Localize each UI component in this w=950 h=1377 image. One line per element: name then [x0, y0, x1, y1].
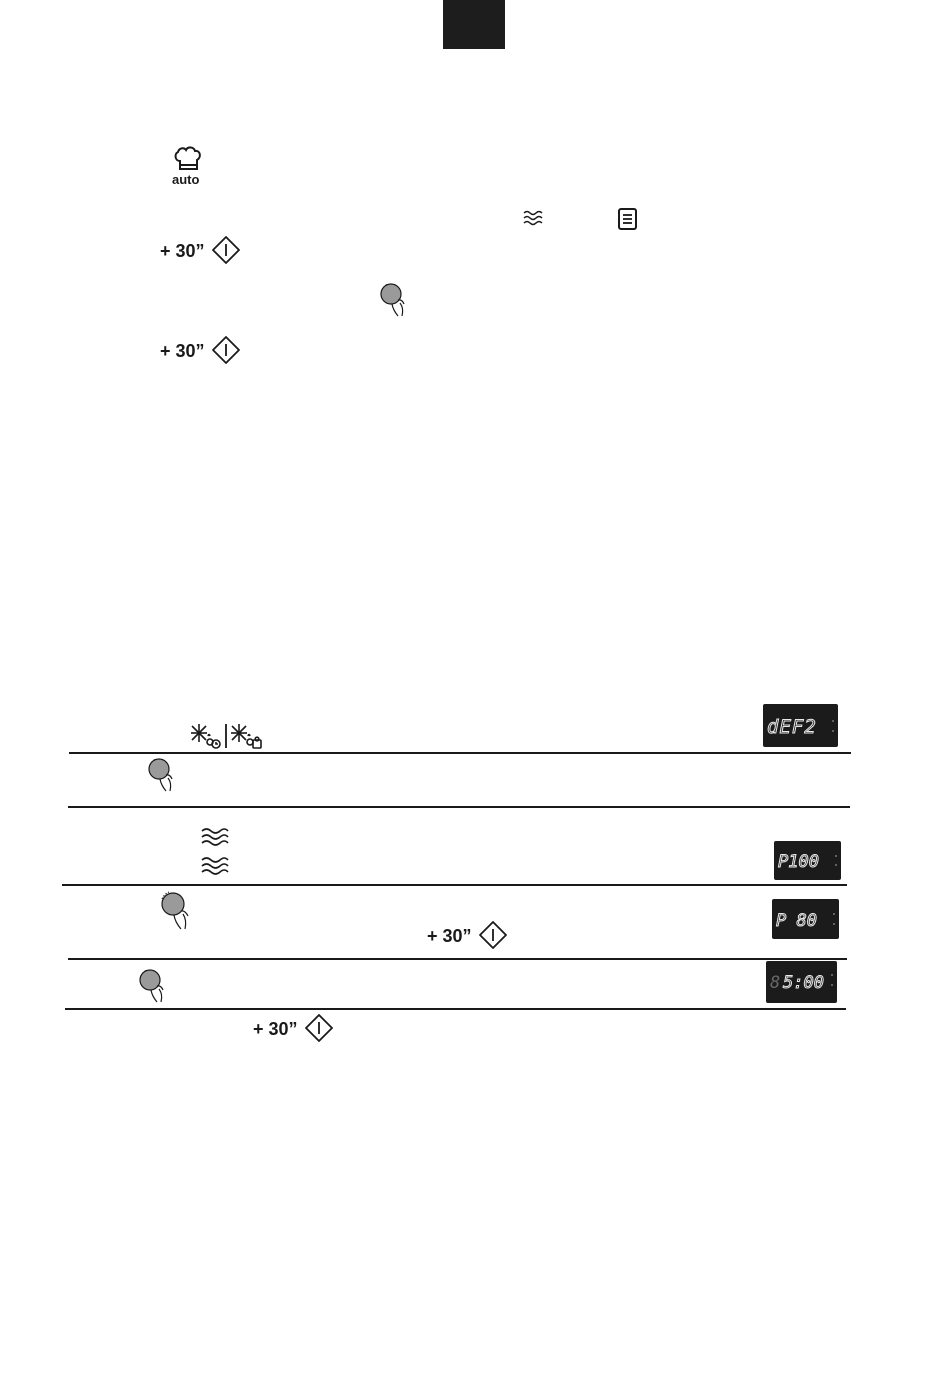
- table-row-divider: [65, 1008, 846, 1010]
- start-diamond-icon: [211, 335, 241, 365]
- plus30-label: + 30”: [253, 1019, 298, 1040]
- lcd-text: 5:00: [783, 973, 824, 993]
- defrost-by-time-icon: [191, 724, 220, 748]
- page-tab-marker: [443, 0, 505, 49]
- plus30-start-button-footer[interactable]: [253, 1019, 334, 1043]
- chef-hat-icon: [168, 145, 208, 173]
- plus30-label: + 30”: [160, 341, 205, 362]
- microwave-waves-icon: [200, 826, 230, 848]
- plus30-start-button-1[interactable]: [160, 241, 241, 265]
- microwave-waves-icon: [522, 208, 544, 228]
- table-row-divider: [68, 806, 850, 808]
- defrost-mode-icons: [190, 722, 266, 750]
- microwave-waves-icon: [200, 855, 230, 877]
- start-diamond-icon: [478, 920, 508, 950]
- knob-turn-hand-icon: [158, 890, 192, 932]
- start-diamond-icon: [304, 1013, 334, 1043]
- plus30-label: + 30”: [427, 926, 472, 947]
- lcd-display-power: [774, 841, 841, 880]
- plus30-label: + 30”: [160, 241, 205, 262]
- knob-turn-hand-icon: [137, 968, 167, 1006]
- defrost-by-weight-icon: [231, 724, 261, 748]
- table-row-divider: [69, 752, 851, 754]
- lcd-display-defrost: [763, 704, 838, 747]
- knob-turn-hand-icon: [146, 757, 176, 795]
- knob-turn-hand-icon: [378, 282, 408, 318]
- start-diamond-icon: [211, 235, 241, 265]
- plus30-start-button-2[interactable]: [160, 341, 241, 365]
- lcd-display-power-set: [772, 899, 839, 939]
- lcd-text: dEF2: [767, 716, 817, 738]
- plus30-start-button-row4[interactable]: [427, 926, 508, 950]
- menu-list-icon: [617, 207, 639, 231]
- lcd-dim-digit: 8: [770, 973, 781, 993]
- lcd-text: P 80: [776, 911, 817, 931]
- lcd-display-time: [766, 961, 837, 1003]
- table-row-divider: [62, 884, 847, 886]
- table-row-divider: [68, 958, 847, 960]
- auto-cook-icon-group: [168, 145, 208, 189]
- auto-label: auto: [172, 172, 200, 187]
- lcd-text: P100: [778, 852, 819, 872]
